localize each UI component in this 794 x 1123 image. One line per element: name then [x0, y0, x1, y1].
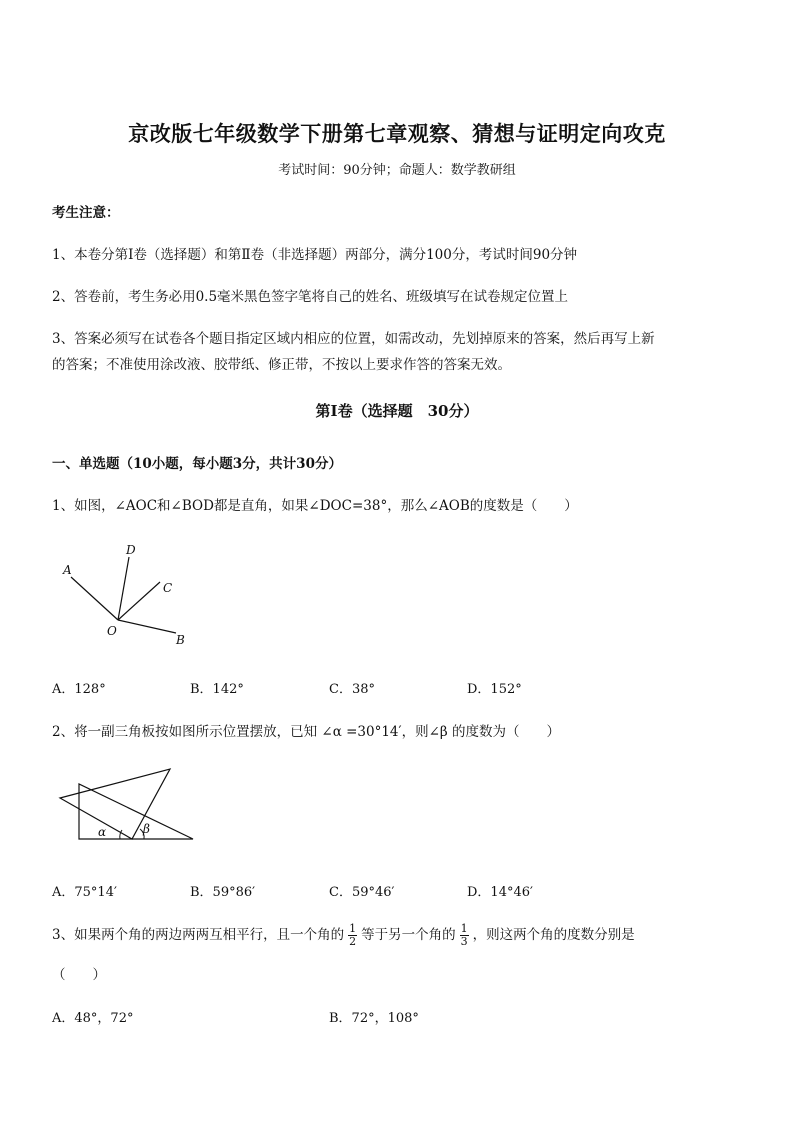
- q3-text-part2: 等于另一个角的: [361, 927, 456, 943]
- question-1-text: 1、如图，∠AOC和∠BOD都是直角，如果∠DOC=38°，那么∠AOB的度数是（ ）: [52, 498, 578, 514]
- part-heading: 一、单选题（10小题，每小题3分，共计30分）: [52, 456, 342, 472]
- triangle-tilted: [60, 769, 170, 839]
- ray-ob: [118, 620, 176, 633]
- frac2-num: 1: [460, 922, 468, 935]
- label-b: B: [176, 633, 185, 647]
- question-3-answer-blank: （ ）: [52, 967, 106, 983]
- ray-oc: [118, 582, 160, 620]
- q1-option-d[interactable]: D．152°: [467, 682, 522, 697]
- q3-text-part1: 3、如果两个角的两边两两互相平行，且一个角的: [52, 927, 345, 943]
- page-title: 京改版七年级数学下册第七章观察、猜想与证明定向攻克: [128, 121, 666, 146]
- note-item-3-cont: 的答案；不准使用涂改液、胶带纸、修正带，不按以上要求作答的答案无效。: [52, 357, 511, 373]
- notes-heading: 考生注意：: [52, 205, 120, 221]
- q3-option-b[interactable]: B．72°，108°: [329, 1011, 419, 1026]
- fraction-one-half: [348, 923, 357, 948]
- note-item-3: 3、答案必须写在试卷各个题目指定区域内相应的位置，如需改动，先划掉原来的答案，然后再写上新: [52, 331, 655, 347]
- question-3-text: [52, 923, 635, 948]
- q1-option-a[interactable]: A．128°: [52, 682, 106, 697]
- q2-option-d[interactable]: D．14°46′: [467, 885, 533, 900]
- ray-oa: [71, 577, 118, 620]
- q2-option-c[interactable]: C．59°46′: [329, 885, 395, 900]
- frac1-den: 2: [349, 935, 357, 948]
- note-item-1: 1、本卷分第Ⅰ卷（选择题）和第Ⅱ卷（非选择题）两部分，满分100分，考试时间90分钟: [52, 247, 578, 263]
- ray-od: [118, 557, 129, 620]
- q1-option-b[interactable]: B．142°: [190, 682, 244, 697]
- arc-alpha: [120, 830, 122, 839]
- q2-option-b[interactable]: B．59°86′: [190, 885, 256, 900]
- label-beta: β: [143, 822, 150, 836]
- note-item-2: 2、答卷前，考生务必用0.5毫米黑色签字笔将自己的姓名、班级填写在试卷规定位置上: [52, 289, 569, 305]
- exam-info: 考试时间：90分钟；命题人：数学教研组: [278, 163, 516, 178]
- question-2-text: 2、将一副三角板按如图所示位置摆放，已知 ∠α =30°14′，则∠β 的度数为（ ）: [52, 724, 560, 740]
- fraction-one-third: [460, 923, 469, 948]
- label-alpha: α: [98, 825, 107, 839]
- q2-option-a[interactable]: A．75°14′: [52, 885, 117, 900]
- frac1-num: 1: [349, 922, 357, 935]
- frac2-den: 3: [460, 935, 468, 948]
- question-1-figure: [52, 540, 202, 650]
- q3-text-part3: ，则这两个角的度数分别是: [472, 927, 635, 943]
- q1-option-c[interactable]: C．38°: [329, 682, 375, 697]
- q3-option-a[interactable]: A．48°，72°: [52, 1011, 134, 1026]
- question-2-figure: [52, 762, 202, 844]
- label-a: A: [63, 563, 72, 577]
- label-d: D: [126, 543, 136, 557]
- label-c: C: [163, 581, 173, 595]
- section-title: 第Ⅰ卷（选择题 30分）: [315, 402, 479, 420]
- label-o: O: [107, 624, 117, 638]
